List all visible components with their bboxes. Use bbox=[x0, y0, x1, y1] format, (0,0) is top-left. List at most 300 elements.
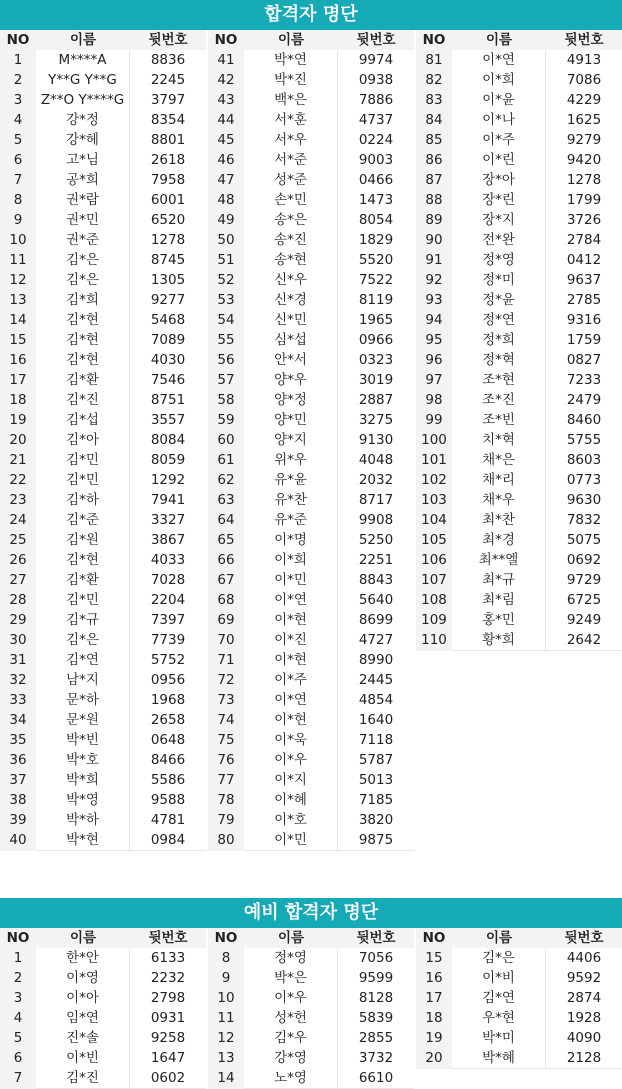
row-no: 29 bbox=[0, 610, 36, 631]
row-name: 이*현 bbox=[244, 710, 338, 731]
row-number: 1278 bbox=[130, 230, 206, 251]
row-number: 0466 bbox=[338, 170, 414, 191]
row-no: 86 bbox=[416, 150, 452, 171]
row-number: 5250 bbox=[338, 530, 414, 551]
row-no: 106 bbox=[416, 550, 452, 571]
row-number: 9637 bbox=[546, 270, 622, 291]
row-name: 박*하 bbox=[36, 810, 130, 831]
row-name: 김*규 bbox=[36, 610, 130, 631]
table-row bbox=[0, 70, 206, 90]
row-number: 7185 bbox=[338, 790, 414, 811]
table-row bbox=[416, 430, 622, 450]
table-row bbox=[0, 410, 206, 430]
table-row bbox=[208, 570, 414, 590]
table-row bbox=[416, 170, 622, 190]
row-number: 2642 bbox=[546, 630, 622, 651]
table-row bbox=[416, 1048, 622, 1068]
table-row bbox=[208, 210, 414, 230]
row-number: 1305 bbox=[130, 270, 206, 291]
row-no: 52 bbox=[208, 270, 244, 291]
row-number: 9420 bbox=[546, 150, 622, 171]
row-name: 신*민 bbox=[244, 310, 338, 331]
table-row bbox=[208, 490, 414, 510]
row-number: 0773 bbox=[546, 470, 622, 491]
table-row bbox=[208, 530, 414, 550]
row-no: 73 bbox=[208, 690, 244, 711]
row-name: 이*연 bbox=[244, 690, 338, 711]
table-row bbox=[416, 988, 622, 1008]
row-name: 양*민 bbox=[244, 410, 338, 431]
table-row bbox=[0, 470, 206, 490]
table-row bbox=[0, 810, 206, 830]
row-name: 채*우 bbox=[452, 490, 546, 511]
row-name: 이*현 bbox=[244, 610, 338, 631]
table-row bbox=[0, 710, 206, 730]
row-name: 김*준 bbox=[36, 510, 130, 531]
row-number: 7086 bbox=[546, 70, 622, 91]
row-name: 박*빈 bbox=[36, 730, 130, 751]
row-no: 12 bbox=[208, 1028, 244, 1049]
row-number: 3327 bbox=[130, 510, 206, 531]
row-name: 정*윤 bbox=[452, 290, 546, 311]
row-number: 2032 bbox=[338, 470, 414, 491]
row-no: 66 bbox=[208, 550, 244, 571]
row-number: 9875 bbox=[338, 830, 414, 851]
row-name: 정*혁 bbox=[452, 350, 546, 371]
row-no: 99 bbox=[416, 410, 452, 431]
row-no: 102 bbox=[416, 470, 452, 491]
row-name: 김*환 bbox=[36, 370, 130, 391]
row-number: 7028 bbox=[130, 570, 206, 591]
header-name: 이름 bbox=[277, 32, 305, 48]
row-no: 19 bbox=[416, 1028, 452, 1049]
row-no: 33 bbox=[0, 690, 36, 711]
table-row bbox=[208, 150, 414, 170]
row-number: 4781 bbox=[130, 810, 206, 831]
header-no: NO bbox=[422, 930, 446, 946]
row-name: Z**O Y****G bbox=[36, 90, 130, 111]
row-no: 13 bbox=[208, 1048, 244, 1069]
row-no: 61 bbox=[208, 450, 244, 471]
row-number: 1292 bbox=[130, 470, 206, 491]
table-row bbox=[0, 290, 206, 310]
row-name: 신*경 bbox=[244, 290, 338, 311]
row-name: 조*빈 bbox=[452, 410, 546, 431]
row-number: 8603 bbox=[546, 450, 622, 471]
row-no: 42 bbox=[208, 70, 244, 91]
row-no: 5 bbox=[0, 1028, 36, 1049]
row-number: 3797 bbox=[130, 90, 206, 111]
reserve-list-title: 예비 합격자 명단 bbox=[0, 898, 622, 928]
row-no: 15 bbox=[0, 330, 36, 351]
table-row bbox=[416, 250, 622, 270]
table-row bbox=[0, 1008, 206, 1028]
row-name: 임*연 bbox=[36, 1008, 130, 1029]
table-row bbox=[416, 110, 622, 130]
row-no: 55 bbox=[208, 330, 244, 351]
row-name: 정*미 bbox=[452, 270, 546, 291]
table-row bbox=[208, 730, 414, 750]
row-number: 8836 bbox=[130, 50, 206, 71]
row-number: 7056 bbox=[338, 948, 414, 969]
row-number: 2887 bbox=[338, 390, 414, 411]
row-number: 4854 bbox=[338, 690, 414, 711]
row-no: 1 bbox=[0, 50, 36, 71]
table-row bbox=[0, 250, 206, 270]
row-name: 최*림 bbox=[452, 590, 546, 611]
table-header-row bbox=[208, 30, 414, 50]
table-row bbox=[0, 270, 206, 290]
row-no: 2 bbox=[0, 968, 36, 989]
row-no: 57 bbox=[208, 370, 244, 391]
table-row bbox=[0, 1068, 206, 1088]
row-no: 3 bbox=[0, 988, 36, 1009]
row-number: 3275 bbox=[338, 410, 414, 431]
pass-list-title: 합격자 명단 bbox=[0, 0, 622, 30]
row-name: 전*완 bbox=[452, 230, 546, 251]
row-no: 2 bbox=[0, 70, 36, 91]
row-number: 9279 bbox=[546, 130, 622, 151]
table-row bbox=[208, 1008, 414, 1028]
row-no: 40 bbox=[0, 830, 36, 851]
row-number: 7832 bbox=[546, 510, 622, 531]
row-number: 4048 bbox=[338, 450, 414, 471]
row-name: 김*하 bbox=[36, 490, 130, 511]
row-number: 6520 bbox=[130, 210, 206, 231]
table-row bbox=[0, 630, 206, 650]
row-no: 75 bbox=[208, 730, 244, 751]
table-row bbox=[208, 988, 414, 1008]
table-row bbox=[0, 90, 206, 110]
table-row bbox=[208, 1048, 414, 1068]
row-number: 4737 bbox=[338, 110, 414, 131]
row-no: 104 bbox=[416, 510, 452, 531]
table-row bbox=[416, 390, 622, 410]
row-number: 3019 bbox=[338, 370, 414, 391]
row-number: 0648 bbox=[130, 730, 206, 751]
row-name: 이*주 bbox=[452, 130, 546, 151]
table-row bbox=[0, 590, 206, 610]
row-name: 손*민 bbox=[244, 190, 338, 211]
table-row bbox=[416, 510, 622, 530]
row-number: 8054 bbox=[338, 210, 414, 231]
row-name: 강*정 bbox=[36, 110, 130, 131]
row-no: 53 bbox=[208, 290, 244, 311]
row-no: 15 bbox=[416, 948, 452, 969]
row-no: 18 bbox=[416, 1008, 452, 1029]
row-no: 89 bbox=[416, 210, 452, 231]
row-name: 김*민 bbox=[36, 450, 130, 471]
row-name: 유*윤 bbox=[244, 470, 338, 491]
row-number: 7941 bbox=[130, 490, 206, 511]
row-no: 17 bbox=[416, 988, 452, 1009]
row-no: 7 bbox=[0, 170, 36, 191]
table-row bbox=[416, 190, 622, 210]
row-name: 심*섭 bbox=[244, 330, 338, 351]
row-number: 9277 bbox=[130, 290, 206, 311]
row-number: 8699 bbox=[338, 610, 414, 631]
row-no: 31 bbox=[0, 650, 36, 671]
table-row bbox=[208, 710, 414, 730]
row-name: 이*우 bbox=[244, 988, 338, 1009]
row-no: 83 bbox=[416, 90, 452, 111]
table-row bbox=[416, 1028, 622, 1048]
row-number: 7546 bbox=[130, 370, 206, 391]
table-row bbox=[416, 230, 622, 250]
row-name: 양*지 bbox=[244, 430, 338, 451]
table-row bbox=[416, 590, 622, 610]
header-number: 뒷번호 bbox=[564, 32, 604, 48]
row-number: 7739 bbox=[130, 630, 206, 651]
row-no: 34 bbox=[0, 710, 36, 731]
row-no: 76 bbox=[208, 750, 244, 771]
row-no: 50 bbox=[208, 230, 244, 251]
row-no: 24 bbox=[0, 510, 36, 531]
row-no: 108 bbox=[416, 590, 452, 611]
row-number: 1278 bbox=[546, 170, 622, 191]
row-name: 홍*민 bbox=[452, 610, 546, 631]
row-name: 이*희 bbox=[244, 550, 338, 571]
row-number: 4033 bbox=[130, 550, 206, 571]
row-no: 12 bbox=[0, 270, 36, 291]
table-row bbox=[208, 330, 414, 350]
row-name: 공*희 bbox=[36, 170, 130, 191]
row-no: 4 bbox=[0, 110, 36, 131]
row-no: 81 bbox=[416, 50, 452, 71]
row-name: 이*욱 bbox=[244, 730, 338, 751]
table-row bbox=[208, 350, 414, 370]
row-no: 93 bbox=[416, 290, 452, 311]
row-number: 7886 bbox=[338, 90, 414, 111]
row-number: 5586 bbox=[130, 770, 206, 791]
row-number: 2479 bbox=[546, 390, 622, 411]
table-row bbox=[416, 90, 622, 110]
table-header-row bbox=[0, 928, 206, 948]
table-row bbox=[0, 510, 206, 530]
row-number: 2128 bbox=[546, 1048, 622, 1069]
row-no: 14 bbox=[0, 310, 36, 331]
table-row bbox=[0, 150, 206, 170]
header-name: 이름 bbox=[69, 930, 97, 946]
header-name: 이름 bbox=[69, 32, 97, 48]
row-name: 권*민 bbox=[36, 210, 130, 231]
row-number: 4727 bbox=[338, 630, 414, 651]
row-number: 6001 bbox=[130, 190, 206, 211]
row-number: 2785 bbox=[546, 290, 622, 311]
table-row bbox=[0, 750, 206, 770]
table-row bbox=[208, 968, 414, 988]
table-column-group bbox=[0, 30, 206, 850]
row-number: 5752 bbox=[130, 650, 206, 671]
row-number: 4229 bbox=[546, 90, 622, 111]
table-row bbox=[0, 1048, 206, 1068]
row-name: 김*섭 bbox=[36, 410, 130, 431]
table-row bbox=[208, 650, 414, 670]
row-name: 이*윤 bbox=[452, 90, 546, 111]
row-number: 0984 bbox=[130, 830, 206, 851]
table-column-group bbox=[0, 928, 206, 1088]
table-row bbox=[416, 1008, 622, 1028]
section-gap bbox=[0, 850, 622, 898]
row-no: 4 bbox=[0, 1008, 36, 1029]
table-row bbox=[0, 170, 206, 190]
row-number: 1473 bbox=[338, 190, 414, 211]
row-number: 0692 bbox=[546, 550, 622, 571]
row-number: 8801 bbox=[130, 130, 206, 151]
row-no: 21 bbox=[0, 450, 36, 471]
row-name: 서*훈 bbox=[244, 110, 338, 131]
row-name: 권*람 bbox=[36, 190, 130, 211]
row-number: 5075 bbox=[546, 530, 622, 551]
row-no: 35 bbox=[0, 730, 36, 751]
row-no: 22 bbox=[0, 470, 36, 491]
row-no: 98 bbox=[416, 390, 452, 411]
row-name: 김*현 bbox=[36, 350, 130, 371]
table-row bbox=[208, 130, 414, 150]
row-name: 조*진 bbox=[452, 390, 546, 411]
row-no: 49 bbox=[208, 210, 244, 231]
row-number: 9974 bbox=[338, 50, 414, 71]
table-row bbox=[0, 790, 206, 810]
row-number: 8843 bbox=[338, 570, 414, 591]
row-number: 8990 bbox=[338, 650, 414, 671]
row-number: 9316 bbox=[546, 310, 622, 331]
row-name: 문*하 bbox=[36, 690, 130, 711]
table-row bbox=[208, 310, 414, 330]
table-row bbox=[0, 670, 206, 690]
row-name: 정*연 bbox=[452, 310, 546, 331]
row-no: 9 bbox=[208, 968, 244, 989]
row-name: 박*희 bbox=[36, 770, 130, 791]
table-row bbox=[0, 190, 206, 210]
row-no: 23 bbox=[0, 490, 36, 511]
row-name: 김*우 bbox=[244, 1028, 338, 1049]
row-no: 8 bbox=[0, 190, 36, 211]
row-no: 80 bbox=[208, 830, 244, 851]
table-row bbox=[0, 230, 206, 250]
reserve-list-table bbox=[0, 928, 622, 1088]
row-name: 박*진 bbox=[244, 70, 338, 91]
row-name: 최*규 bbox=[452, 570, 546, 591]
row-no: 78 bbox=[208, 790, 244, 811]
row-name: 백*은 bbox=[244, 90, 338, 111]
table-column-group bbox=[208, 928, 414, 1088]
table-row bbox=[208, 170, 414, 190]
header-no: NO bbox=[6, 930, 30, 946]
row-number: 2445 bbox=[338, 670, 414, 691]
row-number: 2798 bbox=[130, 988, 206, 1009]
row-no: 62 bbox=[208, 470, 244, 491]
row-name: 이*영 bbox=[36, 968, 130, 989]
row-number: 5640 bbox=[338, 590, 414, 611]
row-name: 장*지 bbox=[452, 210, 546, 231]
table-row bbox=[208, 1068, 414, 1088]
row-name: 이*연 bbox=[244, 590, 338, 611]
row-name: 박*영 bbox=[36, 790, 130, 811]
row-name: 양*정 bbox=[244, 390, 338, 411]
table-row bbox=[208, 610, 414, 630]
row-no: 103 bbox=[416, 490, 452, 511]
row-no: 82 bbox=[416, 70, 452, 91]
row-name: 김*연 bbox=[36, 650, 130, 671]
table-row bbox=[416, 290, 622, 310]
row-name: 문*원 bbox=[36, 710, 130, 731]
row-no: 67 bbox=[208, 570, 244, 591]
row-number: 9588 bbox=[130, 790, 206, 811]
row-number: 0827 bbox=[546, 350, 622, 371]
row-number: 1829 bbox=[338, 230, 414, 251]
row-no: 6 bbox=[0, 150, 36, 171]
row-name: 이*주 bbox=[244, 670, 338, 691]
row-no: 7 bbox=[0, 1068, 36, 1089]
row-name: 이*민 bbox=[244, 570, 338, 591]
row-name: 이*명 bbox=[244, 530, 338, 551]
table-row bbox=[416, 610, 622, 630]
row-number: 1799 bbox=[546, 190, 622, 211]
row-name: 이*빈 bbox=[36, 1048, 130, 1069]
header-number: 뒷번호 bbox=[564, 930, 604, 946]
pass-list-table bbox=[0, 30, 622, 850]
table-row bbox=[416, 410, 622, 430]
row-no: 107 bbox=[416, 570, 452, 591]
row-name: 이*우 bbox=[244, 750, 338, 771]
table-row bbox=[208, 690, 414, 710]
row-number: 1928 bbox=[546, 1008, 622, 1029]
row-name: 채*은 bbox=[452, 450, 546, 471]
table-row bbox=[416, 330, 622, 350]
row-number: 6725 bbox=[546, 590, 622, 611]
table-row bbox=[416, 270, 622, 290]
row-name: 남*지 bbox=[36, 670, 130, 691]
row-name: 이*아 bbox=[36, 988, 130, 1009]
table-row bbox=[208, 390, 414, 410]
row-number: 5839 bbox=[338, 1008, 414, 1029]
table-row bbox=[208, 290, 414, 310]
table-row bbox=[416, 70, 622, 90]
row-no: 18 bbox=[0, 390, 36, 411]
table-row bbox=[416, 570, 622, 590]
row-number: 0323 bbox=[338, 350, 414, 371]
row-name: M****A bbox=[36, 50, 130, 71]
row-number: 2245 bbox=[130, 70, 206, 91]
row-no: 28 bbox=[0, 590, 36, 611]
row-name: 김*현 bbox=[36, 310, 130, 331]
table-row bbox=[416, 530, 622, 550]
row-no: 94 bbox=[416, 310, 452, 331]
table-row bbox=[0, 610, 206, 630]
row-no: 10 bbox=[208, 988, 244, 1009]
row-number: 9592 bbox=[546, 968, 622, 989]
row-number: 3726 bbox=[546, 210, 622, 231]
row-no: 48 bbox=[208, 190, 244, 211]
table-row bbox=[416, 948, 622, 968]
row-name: 유*준 bbox=[244, 510, 338, 531]
row-no: 19 bbox=[0, 410, 36, 431]
table-row bbox=[0, 1028, 206, 1048]
row-name: 이*희 bbox=[452, 70, 546, 91]
table-row bbox=[208, 948, 414, 968]
table-row bbox=[0, 210, 206, 230]
row-no: 46 bbox=[208, 150, 244, 171]
row-no: 90 bbox=[416, 230, 452, 251]
table-row bbox=[208, 550, 414, 570]
table-row bbox=[0, 650, 206, 670]
row-no: 26 bbox=[0, 550, 36, 571]
row-no: 45 bbox=[208, 130, 244, 151]
row-name: 안*서 bbox=[244, 350, 338, 371]
table-row bbox=[0, 450, 206, 470]
row-name: 박*현 bbox=[36, 830, 130, 851]
